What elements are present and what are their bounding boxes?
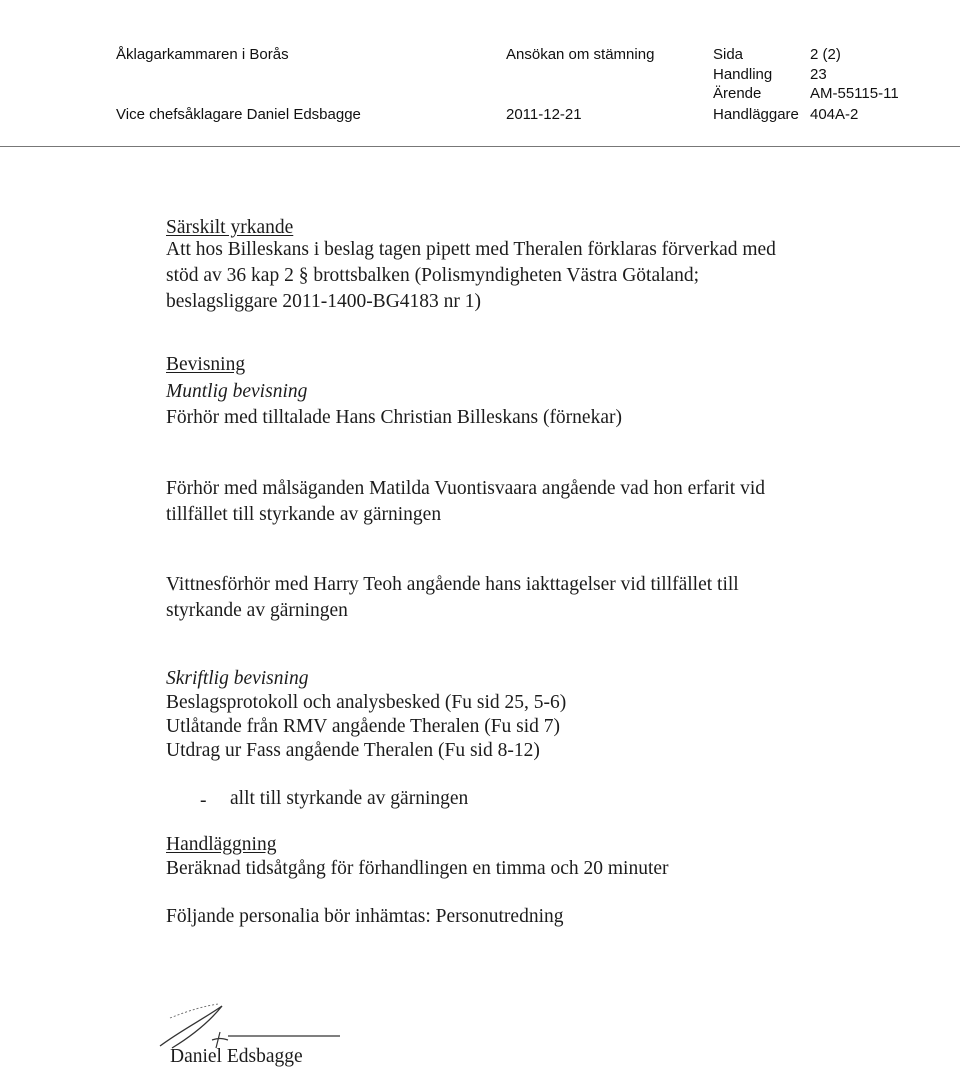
header-divider [0,146,960,147]
handling-number: 23 [810,66,827,83]
special-claim-line: Att hos Billeskans i beslag tagen pipett med Theralen förklaras förverkad med [166,239,776,260]
case-number: AM-55115-11 [810,85,899,102]
prosecutor-name: Vice chefsåklagare Daniel Edsbagge [116,106,361,123]
page-label: Sida [713,46,744,63]
special-claim-line: beslagsliggare 2011-1400-BG4183 nr 1) [166,291,482,312]
oral-evidence-heading: Muntlig bevisning [166,381,308,402]
handling-heading: Handläggning [166,834,277,855]
officer-code: 404A-2 [810,106,859,123]
written-evidence-item: Utlåtande från RMV angående Theralen (Fu sid 7) [166,716,561,737]
personal-data-note: Följande personalia bör inhämtas: Personutredning [166,906,564,927]
estimated-duration: Beräknad tidsåtgång för förhandlingen en timma och 20 minuter [166,858,669,879]
document-type: Ansökan om stämning [506,46,655,63]
witness-hearing-line: styrkande av gärningen [166,600,348,621]
list-dash: - [200,790,207,811]
special-claim-heading: Särskilt yrkande [166,217,294,238]
office-name: Åklagarkammaren i Borås [116,46,289,63]
signatory-name: Daniel Edsbagge [170,1046,303,1067]
written-evidence-item: Utdrag ur Fass angående Theralen (Fu sid 8-12) [166,740,540,761]
hearing-plaintiff-line: tillfället till styrkande av gärningen [166,504,442,525]
hearing-defendant: Förhör med tilltalade Hans Christian Billeskans (förnekar) [166,407,622,428]
officer-label: Handläggare [713,106,799,123]
page-number: 2 (2) [810,46,841,63]
case-label: Ärende [713,85,762,102]
document-date: 2011-12-21 [506,106,582,123]
handling-label: Handling [713,66,773,83]
evidence-purpose: allt till styrkande av gärningen [230,788,469,809]
special-claim-line: stöd av 36 kap 2 § brottsbalken (Polismyndigheten Västra Götaland; [166,265,700,286]
witness-hearing-line: Vittnesförhör med Harry Teoh angående hans iakttagelser vid tillfället till [166,574,739,595]
written-evidence-heading: Skriftlig bevisning [166,668,309,689]
written-evidence-item: Beslagsprotokoll och analysbesked (Fu sid 25, 5-6) [166,692,567,713]
hearing-plaintiff-line: Förhör med målsäganden Matilda Vuontisvaara angående vad hon erfarit vid [166,478,765,499]
evidence-heading: Bevisning [166,354,246,375]
